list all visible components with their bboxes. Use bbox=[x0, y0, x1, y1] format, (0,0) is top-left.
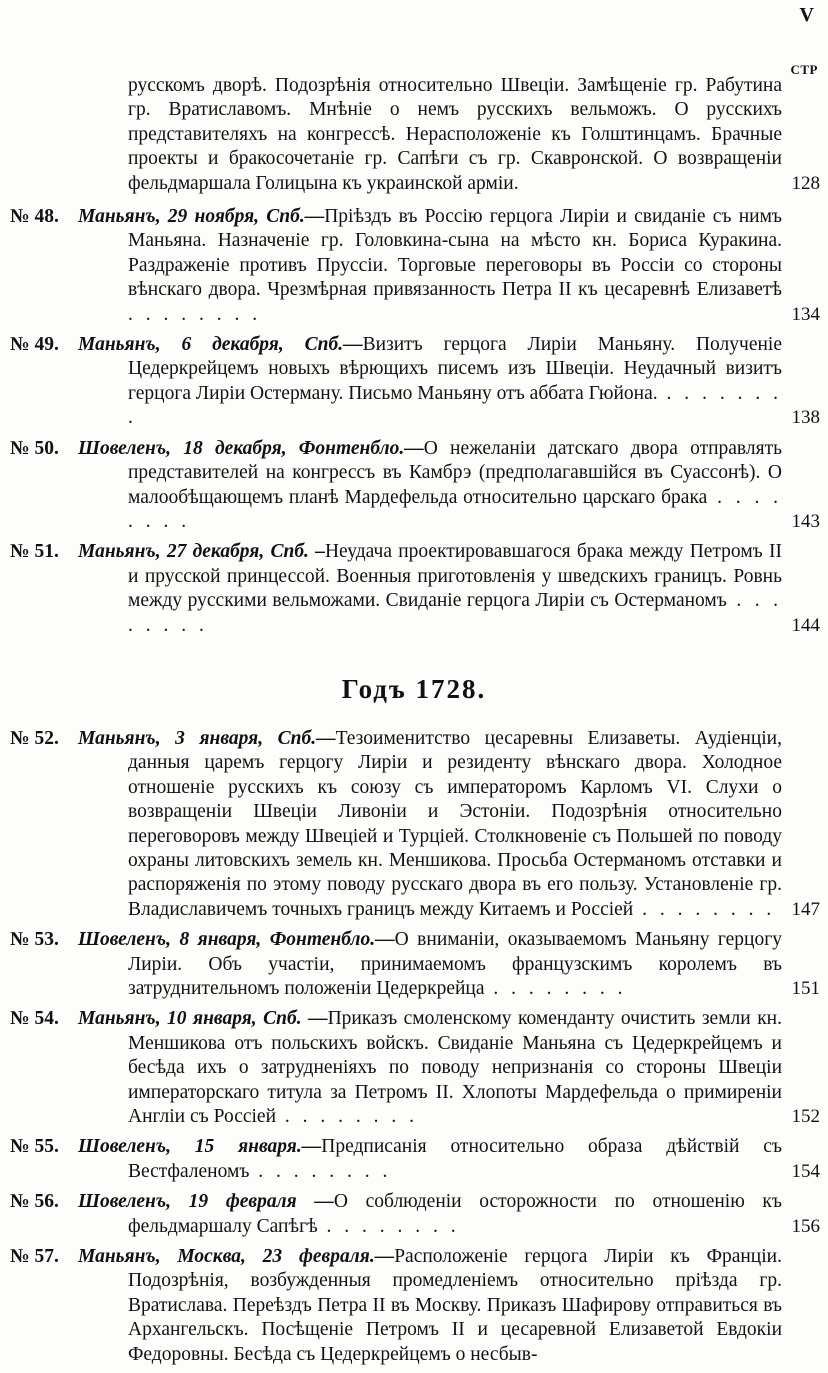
entry-number: № 51. bbox=[10, 541, 59, 563]
entry-heading: Маньянъ, 3 января, Спб.— bbox=[78, 727, 336, 749]
entry-heading: Шовеленъ, 18 декабря, Фонтенбло.— bbox=[78, 437, 424, 459]
entries-1727 bbox=[0, 205, 828, 638]
table-of-contents bbox=[0, 74, 828, 1373]
entry-text bbox=[78, 205, 782, 327]
entry-text bbox=[78, 437, 782, 535]
dot-leader: . . . . . . . . bbox=[249, 1160, 392, 1182]
entry-page: 138 bbox=[791, 407, 820, 429]
entry-text bbox=[78, 1007, 782, 1129]
dot-leader: . . . . . . . . bbox=[633, 898, 776, 920]
entries-1728 bbox=[0, 727, 828, 1367]
toc-entry bbox=[0, 727, 828, 922]
entry-heading: Маньянъ, Москва, 23 февраля.— bbox=[78, 1246, 395, 1268]
entry-page: 156 bbox=[791, 1215, 820, 1237]
entry-number: № 48. bbox=[10, 206, 59, 228]
entry-number: № 49. bbox=[10, 334, 59, 356]
toc-entry bbox=[0, 205, 828, 327]
entry-summary: Расположеніе герцога Лиріи къ Франціи. Подозрѣнія, возбужденныя промедленіемъ относительно пріѣзда гр. Вратислава. Переѣздъ Петра II въ Москву. Приказъ Шафирову отправиться въ Архангельскъ. Посѣщеніе Петромъ II и цесаревной Елизаветой Евдокіи Федоровны. Бесѣда съ Цедеркрейцемъ о несбыв- bbox=[128, 1246, 782, 1365]
toc-entry bbox=[0, 1007, 828, 1129]
entry-text bbox=[78, 540, 782, 638]
entry-summary: Тезоименитство цесаревны Елизаветы. Аудіенціи, данныя царемъ герцогу Лиріи и резиденту вѣнскаго двора. Холодное отношеніе русскихъ къ союзу съ императоромъ Карломъ VI. Слухи о возвращеніи Швеціи Ливоніи и Эстоніи. Подозрѣнія относительно переговоровъ между Швеціей и Турціей. Столкновеніе съ Польшей по поводу охраны литовскихъ земель кн. Меншикова. Просьба Остерманомъ отставки и распоряженія по этому поводу русскаго двора въ его пользу. Установленіе гр. Владиславичемъ точныхъ границъ между Китаемъ и Россіей bbox=[128, 727, 782, 920]
entry-text bbox=[78, 727, 782, 922]
entry-heading: Маньянъ, 27 декабря, Спб. – bbox=[78, 541, 325, 563]
entry-text bbox=[78, 1245, 782, 1367]
toc-entry bbox=[0, 928, 828, 1001]
entry-heading: Маньянъ, 29 ноября, Спб.— bbox=[78, 206, 325, 228]
year-heading: Годъ 1728. bbox=[341, 673, 487, 704]
dot-leader: . . . . . . . . bbox=[128, 382, 782, 429]
dot-leader: . . . . . . . . bbox=[128, 486, 782, 532]
entry-summary: Визитъ герцога Лиріи Маньяну. Полученіе Цедеркрейцемъ новыхъ вѣрющихъ писемъ изъ Швеціи. Неудачный визитъ герцога Лиріи Остерману. Письмо Маньяну отъ аббата Гюйона. bbox=[128, 334, 782, 404]
entry-number: № 54. bbox=[10, 1008, 59, 1030]
toc-entry bbox=[0, 437, 828, 535]
dot-leader: . . . . . . . . bbox=[128, 590, 782, 636]
entry-number: № 55. bbox=[10, 1136, 59, 1158]
entry-heading: Шовеленъ, 8 января, Фонтенбло.— bbox=[78, 929, 395, 951]
entry-heading: Шовеленъ, 15 января.— bbox=[78, 1136, 322, 1158]
entry-page: 154 bbox=[791, 1160, 820, 1182]
entry-summary: О вниманіи, оказываемомъ Маньяну герцогу Лиріи. Объ участіи, принимаемомъ французскимъ королемъ въ затруднительномъ положеніи Цедеркрейца bbox=[128, 929, 782, 999]
toc-entry bbox=[0, 1190, 828, 1239]
entry-summary: Неудача проектировавшагося брака между Петромъ II и прусской принцессой. Военныя приготовленія у шведскихъ границъ. Ровнь между русскими вельможами. Свиданіе герцога Лиріи съ Остерманомъ bbox=[128, 541, 782, 612]
entry-text bbox=[78, 1190, 782, 1239]
entry-number: № 50. bbox=[10, 437, 59, 459]
entry-page: 143 bbox=[791, 510, 820, 532]
entry-number: № 56. bbox=[10, 1191, 59, 1213]
dot-leader: . . . . . . . . bbox=[128, 303, 262, 325]
dot-leader: . . . . . . . . bbox=[317, 1215, 460, 1237]
entry-summary: Приказъ смоленскому коменданту очистить земли кн. Меншикова отъ польскихъ войскъ. Свиданіе Маньяна съ Цедеркрейцемъ и бесѣда ихъ о затрудненіяхъ по поводу непризнанія со стороны Швеціи императорскаго титула за Петромъ II. Хлопоты Мардефельда о примиреніи Англіи съ Россіей bbox=[128, 1008, 782, 1128]
continued-entry bbox=[0, 74, 828, 196]
entry-page: 128 bbox=[791, 172, 820, 194]
toc-entry bbox=[0, 333, 828, 431]
entry-number: № 52. bbox=[10, 727, 59, 749]
toc-entry bbox=[0, 540, 828, 638]
entry-number: № 57. bbox=[10, 1246, 59, 1268]
entry-summary: О нежеланіи датскаго двора отправлять представителей на конгрессъ въ Камбрэ (предполагавшійся въ Суассонѣ). О малообѣщающемъ планѣ Мардефельда относительно царскаго брака bbox=[128, 437, 783, 508]
dot-leader: . . . . . . . . bbox=[276, 1106, 419, 1128]
entry-page: 152 bbox=[791, 1106, 820, 1128]
toc-entry bbox=[0, 1245, 828, 1367]
entry-heading: Шовеленъ, 19 февраля — bbox=[78, 1191, 334, 1213]
page-number: V bbox=[799, 4, 814, 26]
entry-number: № 53. bbox=[10, 929, 59, 951]
entry-heading: Маньянъ, 10 января, Спб. — bbox=[78, 1008, 328, 1030]
entry-page: 147 bbox=[791, 898, 820, 920]
toc-entry bbox=[0, 1135, 828, 1184]
dot-leader: . . . . . . . . bbox=[484, 978, 627, 999]
entry-heading: Маньянъ, 6 декабря, Спб.— bbox=[78, 334, 363, 356]
entry-summary: О соблюденіи осторожности по отношенію къ фельдмаршалу Сапѣгѣ bbox=[128, 1191, 782, 1237]
entry-summary: Пріѣздъ въ Россію герцога Лиріи и свиданіе съ нимъ Маньяна. Назначеніе гр. Головкина-сына на мѣсто кн. Бориса Куракина. Раздраженіе противъ Пруссіи. Торговые переговоры въ Россіи со стороны вѣнскаго двора. Чрезмѣрная привязанность Петра II къ цесаревнѣ Елизаветѣ bbox=[128, 206, 782, 301]
page-column-label: СТР bbox=[790, 62, 818, 77]
entry-page: 134 bbox=[791, 303, 820, 325]
entry-text bbox=[78, 928, 782, 1001]
entry-text: русскомъ дворѣ. Подозрѣнія относительно Швеціи. Замѣщеніе гр. Рабутина гр. Вратиславомъ. Мнѣніе о немъ русскихъ вельможъ. О русскихъ представителяхъ на конгрессѣ. Нерасположеніе къ Голштинцамъ. Брачные проекты и бракосочетаніе гр. Сапѣги съ гр. Скавронской. О возвращеніи фельдмаршала Голицына къ украинской арміи. bbox=[128, 75, 782, 194]
entry-page: 151 bbox=[791, 978, 820, 999]
entry-text bbox=[78, 333, 782, 431]
entry-summary: Предписанія относительно образа дѣйствій съ Вестфаленомъ bbox=[128, 1136, 782, 1182]
entry-text bbox=[78, 1135, 782, 1184]
entry-page: 144 bbox=[791, 614, 820, 636]
